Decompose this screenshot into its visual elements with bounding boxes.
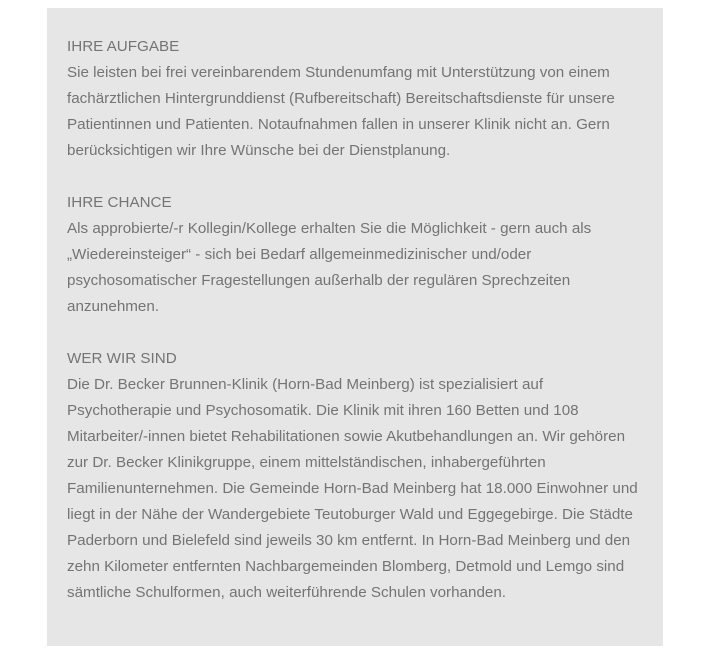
section-body: Als approbierte/-r Kollegin/Kollege erhalten Sie die Möglichkeit - gern auch als „Wiedereinsteiger“ - sich bei Bedarf allgemeinmedizinischer und/oder psychosomatischer Fragestellungen außerhalb der regulären Sprechzeiten anzunehmen. [67,220,592,315]
section-task [67,34,643,164]
section-body: Die Dr. Becker Brunnen-Klinik (Horn-Bad Meinberg) ist spezialisiert auf Psychotherapie und Psychosomatik. Die Klinik mit ihren 160 Betten und 108 Mitarbeiter/-innen bietet Rehabilitationen sowie Akutbehandlungen an. Wir gehören zur Dr. Becker Klinikgruppe, einem mittelständischen, inhabergeführten Familienunternehmen. Die Gemeinde Horn-Bad Meinberg hat 18.000 Einwohner und liegt in der Nähe der Wandergebiete Teutoburger Wald und Eggegebirge. Die Städte Paderborn und Bielefeld sind jeweils 30 km entfernt. In Horn-Bad Meinberg und den zehn Kilometer entfernten Nachbargemeinden Blomberg, Detmold und Lemgo sind sämtliche Schulformen, auch weiterführende Schulen vorhanden. [67,376,638,601]
section-about-us [67,346,643,606]
section-heading: WER WIR SIND [67,350,177,367]
job-description-card [47,8,663,646]
section-chance [67,190,643,320]
section-heading: IHRE AUFGABE [67,38,180,55]
section-heading: IHRE CHANCE [67,194,172,211]
section-body: Sie leisten bei frei vereinbarendem Stundenumfang mit Unterstützung von einem fachärztlichen Hintergrunddienst (Rufbereitschaft) Bereitschaftsdienste für unsere Patientinnen und Patienten. Notaufnahmen fallen in unserer Klinik nicht an. Gern berücksichtigen wir Ihre Wünsche bei der Dienstplanung. [67,64,615,159]
